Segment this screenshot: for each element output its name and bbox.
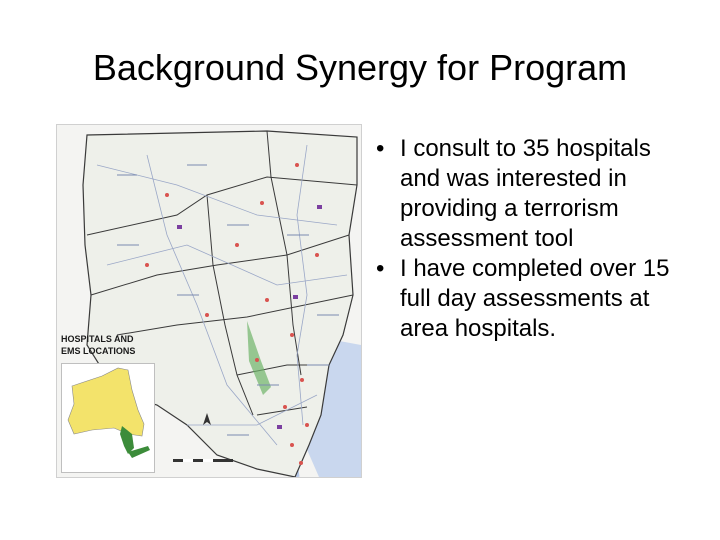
- bullet-list: [366, 134, 686, 344]
- map-legend-title: HOSPITALS AND EMS LOCATIONS: [61, 334, 136, 356]
- ny-state-icon: [62, 364, 154, 472]
- bullet-text: I consult to 35 hospitals and was interested in providing a terrorism assessment tool: [400, 135, 651, 252]
- bullet-marker: •: [376, 135, 385, 162]
- bullet-marker: •: [376, 255, 385, 282]
- bullet-text: I have completed over 15 full day assessments at area hospitals.: [400, 255, 670, 342]
- bullet-item: [366, 134, 686, 254]
- slide-title: Background Synergy for Program: [92, 47, 628, 88]
- hospital-map-image: [56, 124, 362, 478]
- ny-state-inset: [61, 363, 155, 473]
- bullet-item: [366, 254, 686, 344]
- scale-bar: [173, 459, 233, 462]
